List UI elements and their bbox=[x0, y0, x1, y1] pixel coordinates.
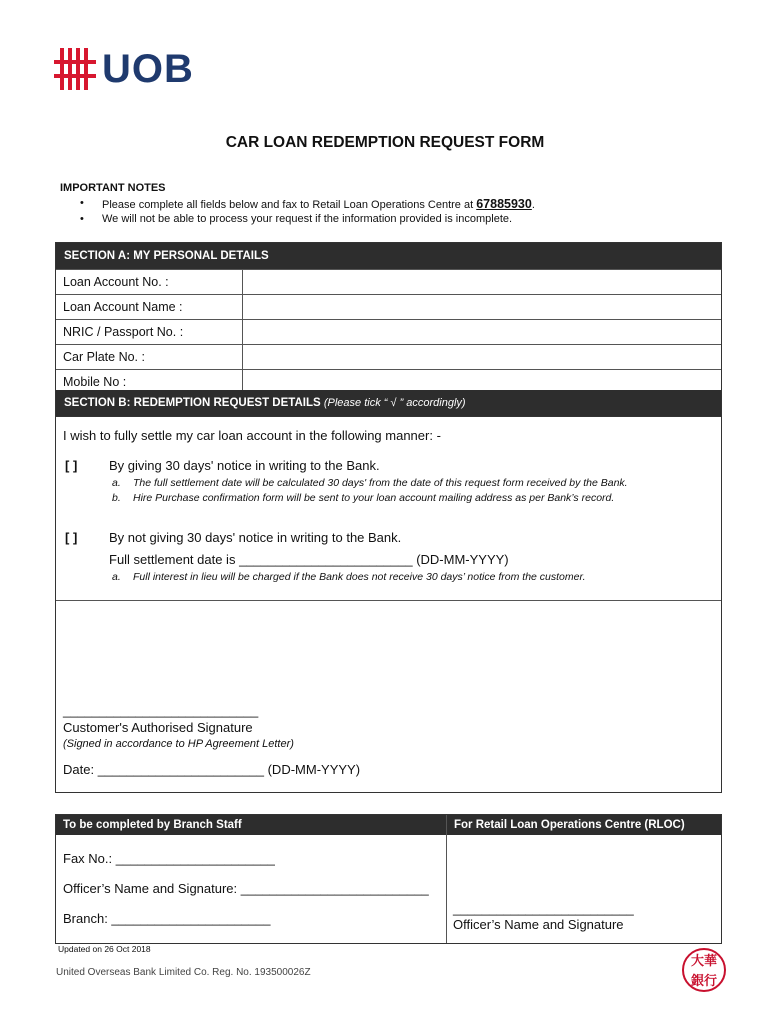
uob-logo-mark-icon bbox=[54, 48, 96, 90]
nric-passport-label: NRIC / Passport No. : bbox=[56, 320, 243, 344]
signature-label: Customer's Authorised Signature bbox=[63, 720, 253, 735]
mobile-no-label: Mobile No : bbox=[56, 370, 243, 394]
note-2: We will not be able to process your request if the information provided is incomplete. bbox=[102, 213, 513, 225]
section-b-body bbox=[55, 416, 722, 793]
section-a-heading: SECTION A: MY PERSONAL DETAILS bbox=[56, 243, 721, 269]
company-registration: United Overseas Bank Limited Co. Reg. No. 193500026Z bbox=[56, 967, 311, 978]
fax-no-row: Fax No.: ______________________ bbox=[63, 851, 275, 866]
rloc-officer-label: Officer’s Name and Signature bbox=[453, 917, 624, 932]
settlement-intro: I wish to fully settle my car loan account in the following manner: - bbox=[63, 428, 441, 443]
officer-row: Officer’s Name and Signature: __________________________ bbox=[63, 881, 429, 896]
uob-logo bbox=[54, 48, 194, 90]
option-1-checkbox[interactable]: [ ] bbox=[65, 458, 78, 473]
uob-chinese-seal-icon: 大華 銀行 bbox=[682, 948, 726, 992]
officer-name-signature-field[interactable]: __________________________ bbox=[240, 881, 429, 896]
signature-note: (Signed in accordance to HP Agreement Letter) bbox=[63, 738, 294, 750]
section-a bbox=[55, 242, 722, 395]
loan-account-name-label: Loan Account Name : bbox=[56, 295, 243, 319]
full-settlement-date: Full settlement date is ________________________ (DD-MM-YYYY) bbox=[109, 552, 509, 567]
section-b-heading-note: (Please tick “ √ ” accordingly) bbox=[323, 397, 466, 409]
form-row bbox=[56, 319, 721, 344]
full-settlement-date-field[interactable]: ________________________ bbox=[239, 552, 413, 567]
option-1-note-b: Hire Purchase confirmation form will be sent to your loan account mailing address as per Bank’s record. bbox=[133, 492, 615, 504]
customer-date-field[interactable]: _______________________ bbox=[97, 762, 264, 777]
option-2-text: By not giving 30 days' notice in writing to the Bank. bbox=[109, 530, 402, 545]
car-plate-field[interactable] bbox=[243, 345, 721, 369]
loan-account-no-label: Loan Account No. : bbox=[56, 270, 243, 294]
branch-field[interactable]: ______________________ bbox=[111, 911, 271, 926]
updated-date: Updated on 26 Oct 2018 bbox=[58, 944, 151, 954]
section-b-heading: SECTION B: REDEMPTION REQUEST DETAILS (Please tick “ √ ” accordingly) bbox=[55, 390, 722, 417]
option-2-checkbox[interactable]: [ ] bbox=[65, 530, 78, 545]
logo-text: UOB bbox=[102, 47, 194, 91]
rloc-signature-line[interactable]: _________________________ bbox=[453, 901, 634, 916]
nric-passport-field[interactable] bbox=[243, 320, 721, 344]
option-1-text: By giving 30 days' notice in writing to the Bank. bbox=[109, 458, 380, 473]
rloc-heading: For Retail Loan Operations Centre (RLOC) bbox=[447, 815, 721, 835]
bullet-icon: • bbox=[80, 197, 84, 209]
form-title: CAR LOAN REDEMPTION REQUEST FORM bbox=[225, 134, 545, 151]
option-2-note-marker: a. bbox=[112, 571, 121, 583]
customer-date: Date: _______________________ (DD-MM-YYYY) bbox=[63, 762, 361, 777]
fax-no-field[interactable]: ______________________ bbox=[115, 851, 275, 866]
form-row bbox=[56, 294, 721, 319]
important-notes-heading: IMPORTANT NOTES bbox=[60, 182, 166, 194]
staff-section bbox=[55, 814, 722, 944]
column-divider bbox=[446, 815, 447, 943]
option-1-note-marker: a. bbox=[112, 477, 121, 489]
note-1: Please complete all fields below and fax to Retail Loan Operations Centre at 67885930. bbox=[102, 197, 535, 211]
branch-row: Branch: ______________________ bbox=[63, 911, 271, 926]
bullet-icon: • bbox=[80, 213, 84, 225]
branch-staff-heading: To be completed by Branch Staff bbox=[56, 815, 446, 835]
divider bbox=[56, 600, 721, 601]
signature-line[interactable]: ___________________________ bbox=[63, 703, 259, 718]
car-plate-label: Car Plate No. : bbox=[56, 345, 243, 369]
form-row bbox=[56, 344, 721, 369]
loan-account-name-field[interactable] bbox=[243, 295, 721, 319]
loan-account-no-field[interactable] bbox=[243, 270, 721, 294]
form-row bbox=[56, 269, 721, 294]
option-1-note-marker: b. bbox=[112, 492, 121, 504]
option-1-note-a: The full settlement date will be calculated 30 days' from the date of this request form received by the Bank. bbox=[133, 477, 628, 489]
option-2-note-a: Full interest in lieu will be charged if the Bank does not receive 30 days’ notice from the customer. bbox=[133, 571, 586, 583]
fax-number: 67885930 bbox=[476, 197, 532, 211]
